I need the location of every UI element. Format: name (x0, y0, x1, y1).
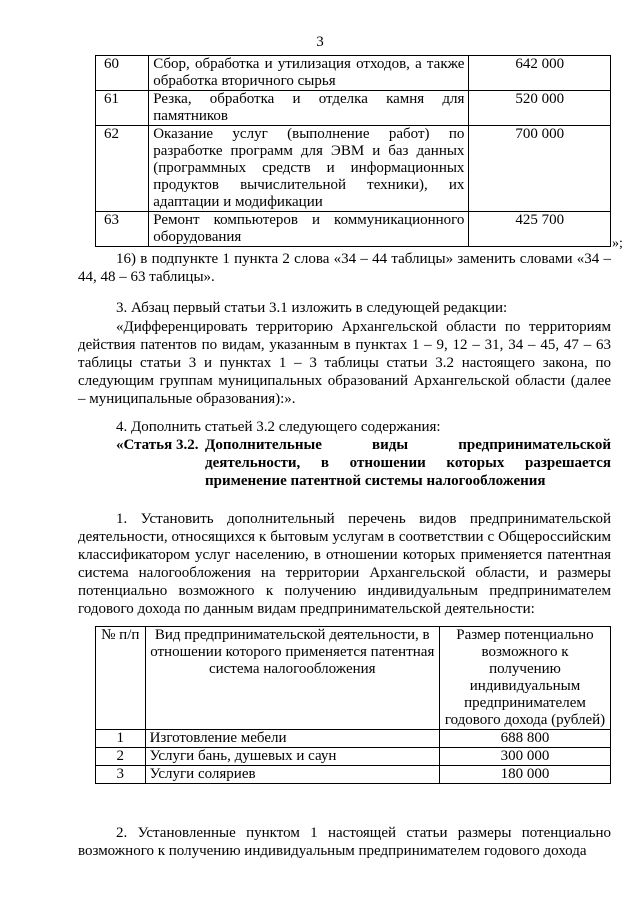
header-number: № п/п (96, 627, 146, 730)
income-value: 642 000 (469, 56, 611, 91)
income-value: 425 700 (469, 212, 611, 247)
article-title (205, 436, 611, 490)
activity-description: Оказание услуг (выполнение работ) по разработке программ для ЭВМ и баз данных (программных средств и информационных продуктов вычислительной техники), их адаптации и модификации (149, 126, 469, 212)
income-value: 520 000 (469, 91, 611, 126)
paragraph-16: 16) в подпункте 1 пункта 2 слова «34 – 44 таблицы» заменить словами «34 – 44, 48 – 63 таблицы». (78, 251, 611, 285)
income-value: 180 000 (439, 766, 610, 784)
activities-table-continued (95, 55, 611, 247)
activity-description: Ремонт компьютеров и коммуникационного оборудования (149, 212, 469, 247)
row-number: 60 (96, 56, 149, 91)
page-number: 3 (316, 34, 324, 50)
paragraph-4-intro: 4. Дополнить статьей 3.2 следующего содержания: (116, 419, 441, 435)
paragraph-3-quote: «Дифференцировать территорию Архангельской области по территориям действия патентов по видам, указанным в пунктах 1 – 9, 12 – 31, 34 – 45, 47 – 63 таблицы статьи 3 и пунктах 1 – 3 таблицы статьи 3.2 настоящего закона, по следующим группам муниципальных образований Архангельской области (далее – муниципальные образования):». (78, 319, 611, 407)
row-number: 61 (96, 91, 149, 126)
paragraph-3-intro: 3. Абзац первый статьи 3.1 изложить в следующей редакции: (116, 300, 508, 316)
activity-description: Сбор, обработка и утилизация отходов, а также обработка вторичного сырья (149, 56, 469, 91)
table-row (96, 748, 611, 766)
article-title-line1: Дополнительные виды предпринимательской деятельности, в отношении которых разрешается (205, 437, 611, 471)
table-row (96, 91, 611, 126)
table-row (96, 766, 611, 784)
row-number: 2 (96, 748, 146, 766)
row-number: 62 (96, 126, 149, 212)
table-header-row (96, 627, 611, 730)
activity-description: Услуги соляриев (145, 766, 439, 784)
table-row (96, 212, 611, 247)
income-value: 300 000 (439, 748, 610, 766)
table-closing-quote: »; (612, 236, 623, 251)
row-number: 3 (96, 766, 146, 784)
article-label: «Статья 3.2. (116, 437, 199, 453)
header-activity: Вид предпринимательской деятельности, в отношении которого применяется патентная система налогообложения (145, 627, 439, 730)
paragraph-1: 1. Установить дополнительный перечень видов предпринимательской деятельности, относящихся к бытовым услугам в соответствии с Общероссийским классификатором услуг населению, в отношении которых применяется патентная система налогообложения на территории Архангельской области, и размеры потенциально возможного к получению индивидуальным предпринимателем годового дохода по данным видам предпринимательской деятельности: (78, 511, 611, 617)
table-row (96, 56, 611, 91)
additional-activities-table (95, 626, 611, 784)
paragraph-2: 2. Установленные пунктом 1 настоящей статьи размеры потенциально возможного к получению индивидуальным предпринимателем годового дохода (78, 825, 611, 859)
header-income: Размер потенциально возможного к получению индивидуальным предпринимателем годового дохода (рублей) (439, 627, 610, 730)
activity-description: Резка, обработка и отделка камня для памятников (149, 91, 469, 126)
income-value: 700 000 (469, 126, 611, 212)
activity-description: Услуги бань, душевых и саун (145, 748, 439, 766)
income-value: 688 800 (439, 730, 610, 748)
table-row (96, 126, 611, 212)
activity-description: Изготовление мебели (145, 730, 439, 748)
article-title-line2: применение патентной системы налогообложения (205, 473, 546, 489)
row-number: 1 (96, 730, 146, 748)
table-row (96, 730, 611, 748)
row-number: 63 (96, 212, 149, 247)
